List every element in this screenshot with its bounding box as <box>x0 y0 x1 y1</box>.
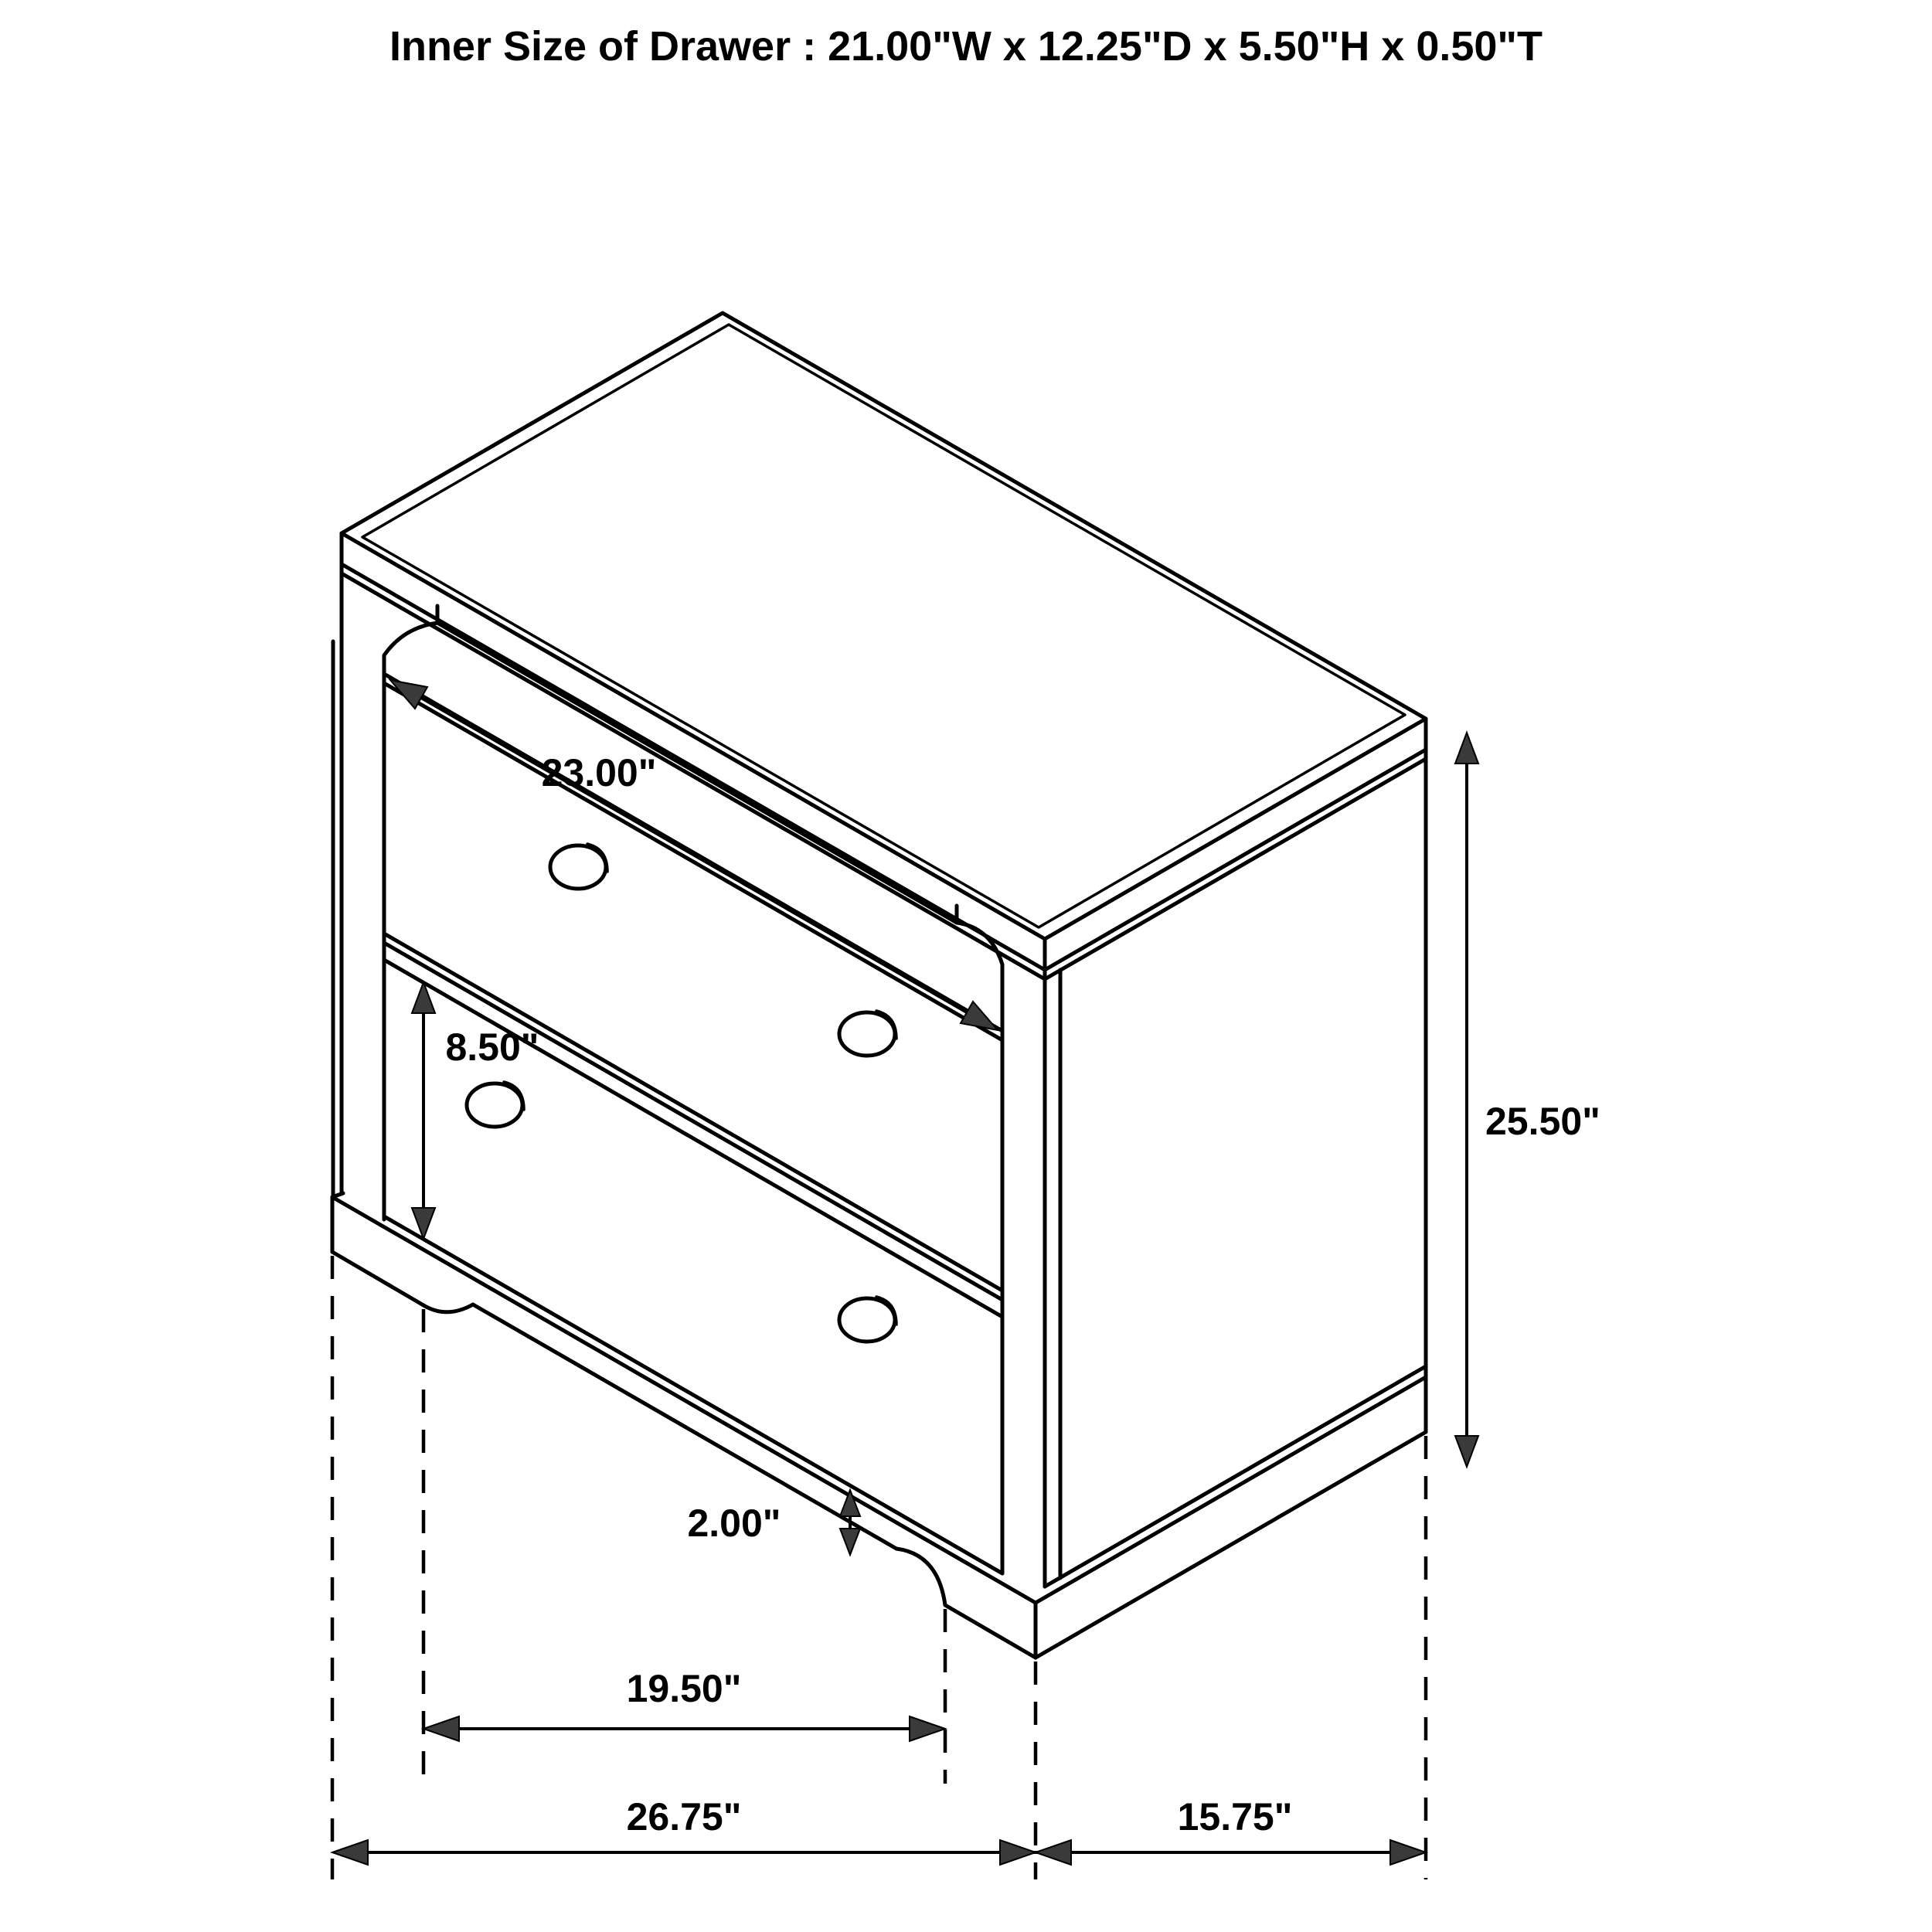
drawing-title: Inner Size of Drawer : 21.00"W x 12.25"D x 5.50"H x 0.50"T <box>389 23 1543 70</box>
drawer-divider-rail <box>384 943 1002 1317</box>
dim-overall-height <box>1455 733 1600 1467</box>
dim-label-drawer-width: 23.00" <box>541 751 657 794</box>
dim-label-overall-height: 25.50" <box>1485 1100 1600 1143</box>
dim-foot-span <box>423 1667 945 1741</box>
extension-lines <box>332 1256 1426 1879</box>
drawer-knob <box>550 844 607 889</box>
base-plinth <box>332 1193 1426 1658</box>
dim-overall-width-depth <box>332 1795 1426 1865</box>
dim-base-height <box>687 1490 860 1555</box>
drawer-knob <box>467 1082 524 1127</box>
dim-label-overall-width: 26.75" <box>626 1795 742 1838</box>
dim-label-drawer-height: 8.50" <box>445 1026 539 1069</box>
side-panel <box>1045 719 1426 1587</box>
drawer-knob <box>839 1011 896 1056</box>
dim-label-foot-span: 19.50" <box>626 1667 742 1710</box>
dim-label-base-height: 2.00" <box>687 1502 781 1545</box>
dim-label-overall-depth: 15.75" <box>1177 1795 1293 1838</box>
drawer-knob <box>839 1297 896 1342</box>
dim-drawer-width <box>390 680 998 1030</box>
